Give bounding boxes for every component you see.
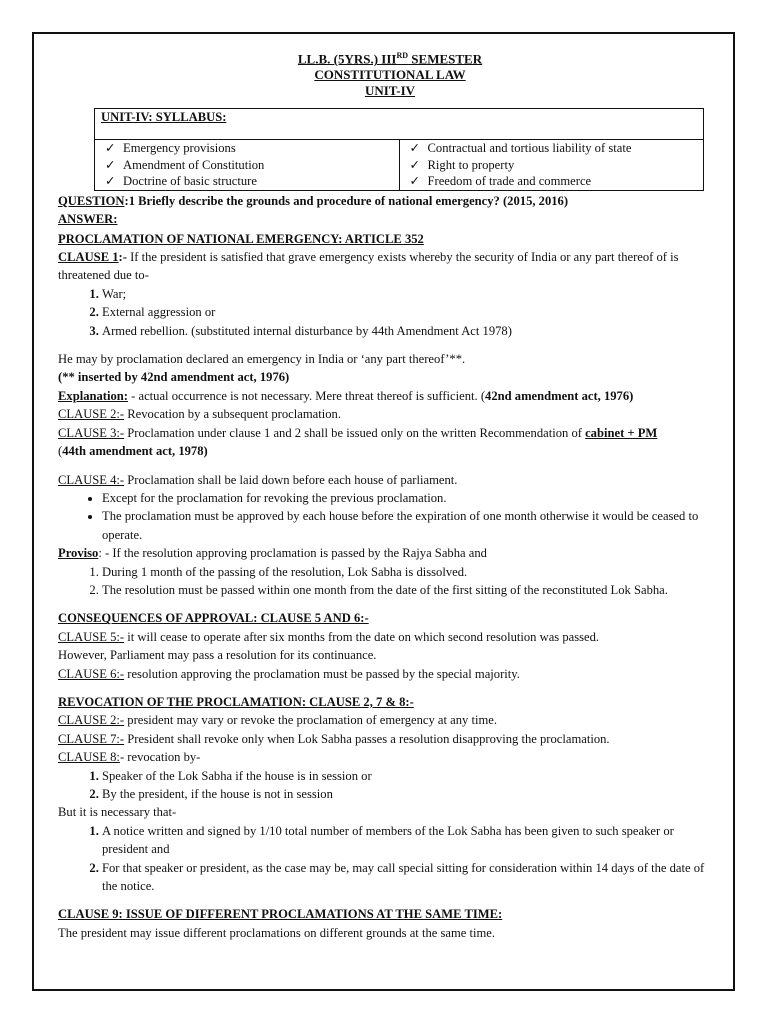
syllabus-item-label: Freedom of trade and commerce — [427, 174, 592, 189]
clause-2-text: Revocation by a subsequent proclamation. — [124, 407, 341, 422]
revocation-list — [58, 767, 722, 804]
header-unit: UNIT-IV — [364, 83, 416, 99]
clause-4-text: Proclamation shall be laid down before each house of parliament. — [124, 472, 458, 487]
section-heading-clause-9: CLAUSE 9: ISSUE OF DIFFERENT PROCLAMATIONS AT THE SAME TIME: — [58, 907, 503, 922]
clause-9-text: The president may issue different proclamations on different grounds at the same time. — [58, 925, 496, 940]
clause-3 — [58, 424, 722, 461]
syllabus-item — [406, 157, 698, 174]
explanation-ref: 42nd amendment act, 1976) — [485, 388, 634, 403]
clause-1 — [58, 248, 722, 285]
list-item: 1. War; — [102, 285, 722, 303]
section-heading-proclamation: PROCLAMATION OF NATIONAL EMERGENCY: ARTICLE 352 — [58, 231, 424, 246]
list-item: • The proclamation must be approved by each house before the expiration of one month otherwise it would be ceased to operate. — [102, 507, 722, 544]
explanation — [58, 387, 722, 405]
check-icon: ✓ — [105, 157, 116, 172]
answer-label: ANSWER: — [58, 212, 118, 227]
syllabus-item-label: Contractual and tortious liability of state — [427, 141, 632, 156]
clause-3-paren: ( — [58, 444, 63, 459]
clause-2 — [58, 405, 722, 423]
clause-7-text: President shall revoke only when Lok Sabha passes a resolution disapproving the proclamation. — [124, 731, 610, 746]
clause-7 — [58, 730, 722, 748]
proviso-label: Proviso — [58, 546, 99, 561]
list-item: 2. By the president, if the house is not in session — [102, 785, 722, 803]
clause-5 — [58, 628, 722, 646]
clause-1-colon: :- — [118, 250, 127, 265]
syllabus-item — [406, 173, 698, 190]
check-icon: ✓ — [409, 174, 421, 189]
clause-3-text: Proclamation under clause 1 and 2 shall be issued only on the written Recommendation of — [124, 425, 586, 440]
header-superscript: RD — [396, 51, 409, 60]
syllabus-right-col — [399, 140, 704, 191]
grounds-list — [58, 285, 722, 340]
clause-1-text: If the president is satisfied that grave emergency exists whereby the security of India or any part thereof of is threatened due to- — [58, 250, 679, 283]
clause-3-emphasis: cabinet + PM — [585, 425, 658, 440]
clause-3-label: CLAUSE 3:- — [58, 425, 125, 440]
clause-2-text: president may vary or revoke the proclamation of emergency at any time. — [124, 713, 498, 728]
syllabus-item-label: Amendment of Constitution — [123, 157, 265, 172]
clause-6-text: resolution approving the proclamation must be passed by the special majority. — [124, 666, 520, 681]
check-icon: ✓ — [105, 141, 116, 156]
check-icon: ✓ — [409, 157, 421, 172]
clause-1-label: CLAUSE 1 — [58, 250, 119, 265]
clause-8 — [58, 748, 722, 766]
section-heading-consequences: CONSEQUENCES OF APPROVAL: CLAUSE 5 AND 6:- — [58, 611, 369, 626]
syllabus-item — [406, 140, 698, 157]
list-item: 3. Armed rebellion. (substituted internal disturbance by 44th Amendment Act 1978) — [102, 322, 722, 340]
syllabus-item-label: Doctrine of basic structure — [123, 174, 257, 189]
proclamation-text: He may by proclamation declared an emergency in India or ‘any part thereof’**. — [58, 352, 466, 367]
syllabus-left-col — [95, 140, 400, 191]
header-line-1 — [58, 48, 722, 67]
proviso-list — [58, 563, 722, 600]
clause-2-label: CLAUSE 2:- — [58, 407, 125, 422]
document-body — [58, 48, 722, 942]
syllabus-item-label: Right to property — [427, 157, 515, 172]
header-semester: SEMESTER — [408, 51, 483, 67]
list-item: 1. Speaker of the Lok Sabha if the house is in session or — [102, 767, 722, 785]
clause-8-label: CLAUSE 8: — [58, 750, 120, 765]
clause-7-label: CLAUSE 7:- — [58, 731, 125, 746]
syllabus-item-label: Emergency provisions — [123, 141, 236, 156]
syllabus-item — [101, 140, 393, 157]
explanation-label: Explanation: — [58, 388, 128, 403]
header-subject: CONSTITUTIONAL LAW — [314, 67, 466, 83]
list-item: 2. The resolution must be passed within one month from the date of the first sitting of the reconstituted Lok Sabha. — [102, 581, 722, 599]
header-course: LL.B. (5YRS.) III — [297, 51, 397, 67]
section-heading-revocation: REVOCATION OF THE PROCLAMATION: CLAUSE 2, 7 & 8:- — [58, 694, 414, 709]
proviso-text: : - If the resolution approving proclamation is passed by the Rajya Sabha and — [98, 546, 487, 561]
check-icon: ✓ — [105, 174, 116, 189]
clause-2-label: CLAUSE 2:- — [58, 713, 125, 728]
clause-4 — [58, 471, 722, 489]
check-icon: ✓ — [409, 141, 421, 156]
clause-8-text: - revocation by- — [119, 750, 201, 765]
clause-5-label: CLAUSE 5:- — [58, 629, 125, 644]
however-text: However, Parliament may pass a resolution for its continuance. — [58, 648, 377, 663]
list-item: • Except for the proclamation for revoking the previous proclamation. — [102, 489, 722, 507]
syllabus-title: UNIT-IV: SYLLABUS: — [95, 109, 704, 140]
revocation-clause-2 — [58, 711, 722, 729]
clause-4-label: CLAUSE 4:- — [58, 472, 125, 487]
necessary-list — [58, 822, 722, 896]
question-text: :1 Briefly describe the grounds and procedure of national emergency? (2015, 2016) — [124, 193, 569, 208]
clause-6-label: CLAUSE 6:- — [58, 666, 125, 681]
list-item: 2. External aggression or — [102, 303, 722, 321]
list-item: 2. For that speaker or president, as the case may be, may call special sitting for consideration within 14 days of the date of the notice. — [102, 859, 722, 896]
explanation-text: - actual occurrence is not necessary. Mere threat thereof is sufficient. ( — [128, 388, 486, 403]
syllabus-item — [101, 157, 393, 174]
necessary-text: But it is necessary that- — [58, 805, 177, 820]
list-item: 1. During 1 month of the passing of the resolution, Lok Sabha is dissolved. — [102, 563, 722, 581]
list-item: 1. A notice written and signed by 1/10 total number of members of the Lok Sabha has been given to such speaker or president and — [102, 822, 722, 859]
syllabus-table — [94, 108, 704, 191]
question-label: QUESTION — [58, 193, 125, 208]
proviso — [58, 544, 722, 562]
clause-3-ref: 44th amendment act, 1978) — [62, 444, 208, 459]
inserted-note: (** inserted by 42nd amendment act, 1976) — [58, 370, 290, 385]
question-line — [58, 192, 722, 210]
clause-4-bullets — [58, 489, 722, 544]
clause-5-text: it will cease to operate after six months from the date on which second resolution was passed. — [124, 629, 600, 644]
syllabus-item — [101, 173, 393, 190]
clause-6 — [58, 665, 722, 683]
document-page — [32, 32, 735, 991]
